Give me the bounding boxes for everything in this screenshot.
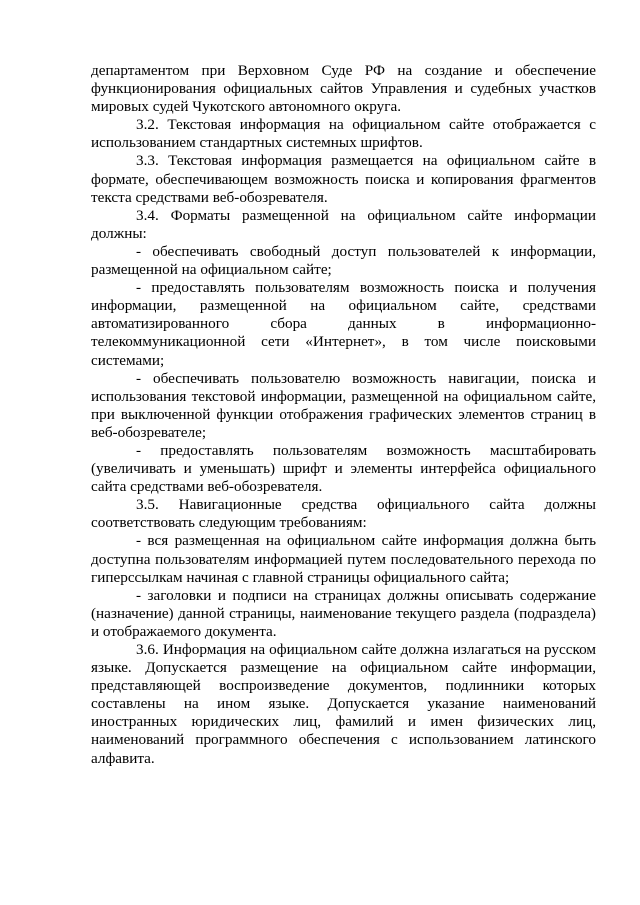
list-item-headings: - заголовки и подписи на страницах должны описывать содержание (назначение) данной страницы, наименование текущего раздела (подраздела) и отображаемого документа. bbox=[91, 586, 596, 640]
paragraph-3-3: 3.3. Текстовая информация размещается на официальном сайте в формате, обеспечивающем возможность поиска и копирования фрагментов текста средствами веб-обозревателя. bbox=[91, 152, 596, 206]
paragraph-3-6: 3.6. Информация на официальном сайте должна излагаться на русском языке. Допускается размещение на официальном сайте информации, представляющей воспроизведение документов, подлинники которых составлены на ином языке. Допускается указание наименований иностранных юридических лиц, фамилий и имен физических лиц, наименований программного обеспечения с использованием латинского алфавита. bbox=[91, 641, 596, 767]
paragraph-3-2: 3.2. Текстовая информация на официальном сайте отображается с использованием стандартных системных шрифтов. bbox=[91, 116, 596, 152]
paragraph-3-5: 3.5. Навигационные средства официального сайта должны соответствовать следующим требованиям: bbox=[91, 496, 596, 532]
list-item-hyperlinks: - вся размещенная на официальном сайте информация должна быть доступна пользователям информацией путем последовательного перехода по гиперссылкам начиная с главной страницы официального сайта; bbox=[91, 532, 596, 586]
list-item-scaling: - предоставлять пользователям возможность масштабировать (увеличивать и уменьшать) шрифт и элементы интерфейса официального сайта средствами веб-обозревателя. bbox=[91, 441, 596, 496]
paragraph-continuation: департаментом при Верховном Суде РФ на создание и обеспечение функционирования официальных сайтов Управления и судебных участков мировых судей Чукотского автономного округа. bbox=[91, 62, 596, 116]
list-item-navigation: - обеспечивать пользователю возможность навигации, поиска и использования текстовой информации, размещенной на официальном сайте, при выключенной функции отображения графических элементов страниц в веб-обозревателе; bbox=[91, 369, 596, 441]
list-item-free-access: - обеспечивать свободный доступ пользователей к информации, размещенной на официальном сайте; bbox=[91, 242, 596, 279]
paragraph-3-4: 3.4. Форматы размещенной на официальном сайте информации должны: bbox=[91, 206, 596, 242]
list-item-search: - предоставлять пользователям возможность поиска и получения информации, размещенной на официальном сайте, средствами автоматизированного сбора данных в информационно-телекоммуникационной сети «Интернет», в том числе поисковыми системами; bbox=[91, 279, 596, 369]
document-page bbox=[91, 62, 596, 768]
